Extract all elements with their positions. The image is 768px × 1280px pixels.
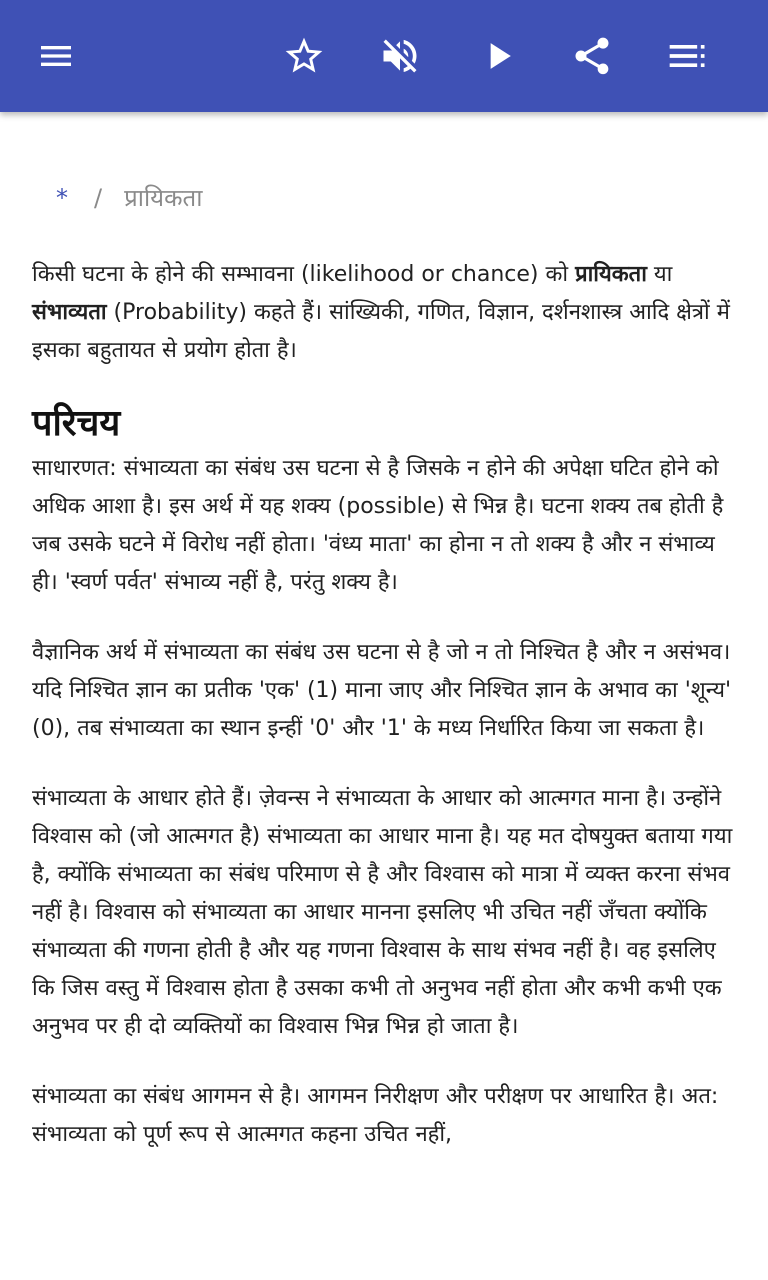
play-button[interactable]	[470, 28, 526, 84]
share-button[interactable]	[564, 28, 620, 84]
intro-text-2: या	[646, 262, 673, 287]
breadcrumb	[56, 182, 202, 214]
intro-text-1: किसी घटना के होने की सम्भावना (likelihood or chance) को	[32, 262, 576, 287]
intro-paragraph	[32, 256, 736, 370]
playlist-icon	[666, 34, 710, 78]
intro-bold-term-2: संभाव्यता	[32, 300, 107, 325]
intro-bold-term-1: प्रायिकता	[575, 262, 647, 287]
breadcrumb-separator: /	[94, 184, 103, 212]
mute-button[interactable]	[372, 28, 428, 84]
contents-button[interactable]	[660, 28, 716, 84]
paragraph: संभाव्यता के आधार होते हैं। ज़ेवन्स ने संभाव्यता के आधार को आत्मगत माना है। उन्होंने विश्वास को (जो आत्मगत है) संभाव्यता का आधार माना है। यह मत दोषयुक्त बताया गया है, क्योंकि संभाव्यता का संबंध परिमाण से है और विश्वास को मात्रा में व्यक्त करना संभव नहीं है। विश्वास को संभाव्यता का आधार मानना इसलिए भी उचित नहीं जँचता क्योंकि संभाव्यता की गणना होती है और यह गणना विश्वास के साथ संभव नहीं है। वह इसलिए कि जिस वस्तु में विश्वास होता है उसका कभी तो अनुभव नहीं होता और कभी कभी एक अनुभव पर ही दो व्यक्तियों का विश्वास भिन्न भिन्न हो जाता है।	[32, 786, 733, 1039]
share-icon	[570, 34, 614, 78]
article-content[interactable]	[0, 112, 768, 1280]
app-toolbar	[0, 0, 768, 112]
breadcrumb-current: प्रायिकता	[124, 184, 203, 212]
play-icon	[476, 34, 520, 78]
article-body	[32, 256, 736, 1186]
paragraph: वैज्ञानिक अर्थ में संभाव्यता का संबंध उस घटना से है जो न तो निश्चित है और न असंभव। यदि निश्चित ज्ञान का प्रतीक 'एक' (1) माना जाए और निश्चित ज्ञान के अभाव का 'शून्य' (0), तब संभाव्यता का स्थान इन्हीं '0' और '1' के मध्य निर्धारित किया जा सकता है।	[32, 640, 732, 741]
favorite-button[interactable]	[276, 28, 332, 84]
menu-icon	[36, 36, 76, 76]
paragraph: साधारणत: संभाव्यता का संबंध उस घटना से है जिसके न होने की अपेक्षा घटित होने को अधिक आशा है। इस अर्थ में यह शक्य (possible) से भिन्न है। घटना शक्य तब होती है जब उसके घटने में विरोध नहीं होता। 'वंध्य माता' का होना न तो शक्य है और न संभाव्य ही। 'स्वर्ण पर्वत' संभाव्य नहीं है, परंतु शक्य है।	[32, 456, 724, 595]
intro-text-3: (Probability) कहते हैं। सांख्यिकी, गणित, विज्ञान, दर्शनशास्त्र आदि क्षेत्रों में इसका बहुतायत से प्रयोग होता है।	[32, 300, 730, 363]
paragraph: संभाव्यता का संबंध आगमन से है। आगमन निरीक्षण और परीक्षण पर आधारित है। अत: संभाव्यता को पूर्ण रूप से आत्मगत कहना उचित नहीं,	[32, 1084, 719, 1147]
section-heading: परिचय	[32, 403, 121, 444]
volume-off-icon	[378, 34, 422, 78]
star-outline-icon	[282, 34, 326, 78]
breadcrumb-home-link[interactable]: *	[56, 184, 68, 212]
menu-button[interactable]	[28, 28, 84, 84]
